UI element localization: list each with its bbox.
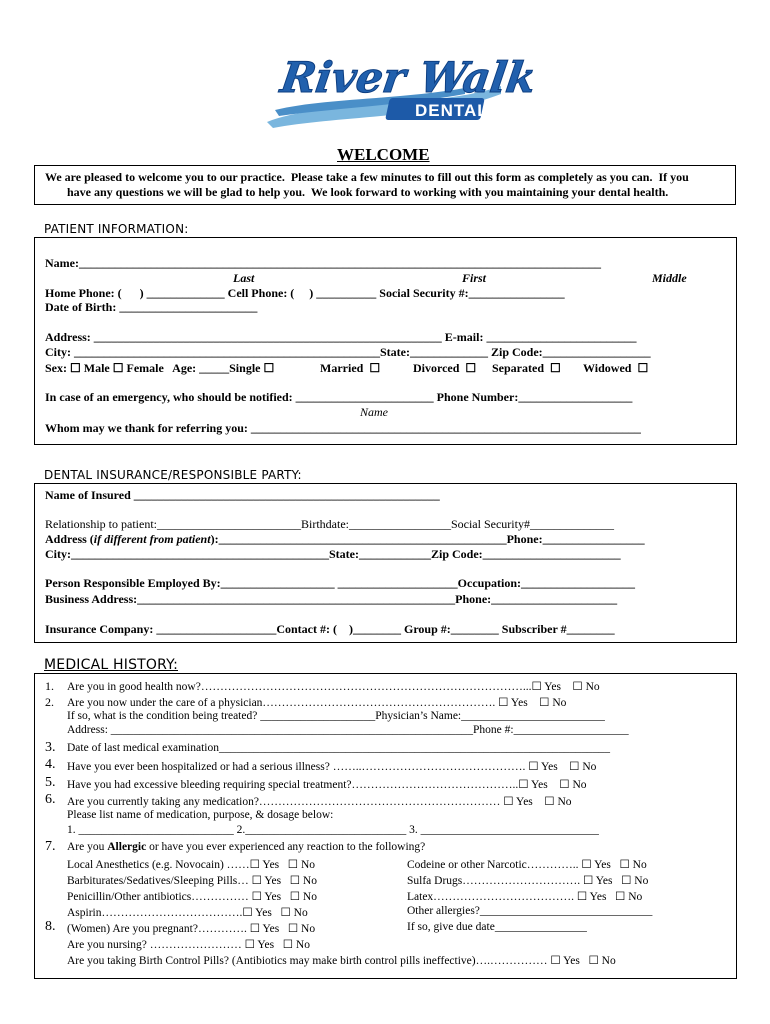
address-line[interactable]: Address: __________________________________________________________ E-mail: _________________________ — [45, 330, 637, 344]
name-sub-middle: Middle — [652, 271, 687, 285]
intro-line-2: have any questions we will be glad to help you. We look forward to working with you maintaining your dental health. — [67, 185, 669, 199]
river-walk-dental-logo — [265, 50, 540, 130]
separated-checkbox[interactable]: Separated ☐ — [492, 361, 561, 375]
q7-post: or have you ever experienced any reaction to the following? — [146, 841, 426, 853]
ins-address-pre: Address ( — [45, 532, 94, 546]
q2-condition[interactable]: If so, what is the condition being treated? ____________________Physician’s Name:_________________________ — [67, 710, 605, 722]
intro-line-1: We are pleased to welcome you to our practice. Please take a few minutes to fill out this form as completely as you can. If you — [45, 170, 689, 184]
ins-address-post: ):________________________________________________Phone:_________________ — [210, 532, 645, 546]
divorced-checkbox[interactable]: Divorced ☐ — [413, 361, 477, 375]
q5-number: 5. — [45, 775, 56, 790]
q4-number: 4. — [45, 757, 56, 772]
q2-number: 2. — [45, 695, 54, 709]
q8-number: 8. — [45, 919, 56, 934]
widowed-checkbox[interactable]: Widowed ☐ — [583, 361, 649, 375]
insurance-box — [34, 483, 737, 643]
q8-nursing[interactable]: Are you nursing? …………………… ☐ Yes ☐ No — [67, 939, 310, 951]
q5-text[interactable]: Have you had excessive bleeding requiring special treatment?……………………………………..☐ Yes ☐ No — [67, 779, 587, 791]
q2-text[interactable]: Are you now under the care of a physician……………………………………………………. ☐ Yes ☐ No — [67, 697, 567, 709]
medical-heading: MEDICAL HISTORY: — [44, 657, 178, 673]
q6-medication-lines[interactable]: 1. ___________________________ 2.____________________________ 3. _______________________________ — [67, 824, 599, 836]
q6-number: 6. — [45, 792, 56, 807]
sex-age-single[interactable]: Sex: ☐ Male ☐ Female Age: _____Single ☐ — [45, 361, 275, 375]
q6-text[interactable]: Are you currently taking any medication?……………………………………………………… ☐ Yes ☐ No — [67, 796, 572, 808]
relationship-line[interactable]: Relationship to patient:________________________Birthdate:_________________Social Security#______________ — [45, 517, 614, 531]
company-line[interactable]: Insurance Company: ____________________Contact #: ( )________ Group #:________ Subscriber #________ — [45, 622, 615, 636]
name-sub-last: Last — [233, 271, 255, 285]
page-title: WELCOME — [337, 145, 430, 164]
q8-due-date[interactable]: If so, give due date________________ — [407, 921, 587, 933]
allergy-aspirin[interactable]: Aspirin……………………………….☐ Yes ☐ No — [67, 907, 308, 919]
patient-heading: PATIENT INFORMATION: — [44, 222, 189, 236]
ins-address-line[interactable] — [45, 532, 645, 547]
phones-line[interactable]: Home Phone: ( ) _____________ Cell Phone: ( ) __________ Social Security #:________________ — [45, 286, 565, 300]
q7-number: 7. — [45, 839, 56, 854]
q3-text[interactable]: Date of last medical examination____________________________________________________________________ — [67, 742, 610, 754]
insured-field[interactable]: Name of Insured ___________________________________________________ — [45, 488, 440, 502]
q4-text[interactable]: Have you ever been hospitalized or had a serious illness? ……..……………………………………. ☐ Yes ☐ No — [67, 761, 597, 773]
business-line[interactable]: Business Address:_____________________________________________________Phone:_____________________ — [45, 592, 618, 606]
q7-pre: Are you — [67, 841, 108, 853]
q3-number: 3. — [45, 740, 56, 755]
q1-number: 1. — [45, 679, 54, 693]
allergy-penicillin[interactable]: Penicillin/Other antibiotics…………… ☐ Yes ☐ No — [67, 891, 317, 903]
q7-text — [67, 841, 425, 853]
insurance-heading: DENTAL INSURANCE/RESPONSIBLE PARTY: — [44, 468, 302, 482]
logo-dental-text: DENTAL — [415, 101, 489, 120]
allergy-other[interactable]: Other allergies?______________________________ — [407, 905, 653, 917]
allergy-barbiturates[interactable]: Barbiturates/Sedatives/Sleeping Pills… ☐ Yes ☐ No — [67, 875, 317, 887]
allergy-local-anesthetics[interactable]: Local Anesthetics (e.g. Novocain) ……☐ Yes ☐ No — [67, 859, 316, 871]
logo-script-text: River Walk — [277, 52, 540, 102]
q7-allergic: Allergic — [107, 841, 147, 853]
emergency-sub-name: Name — [360, 405, 388, 419]
ins-address-italic: if different from patient — [93, 532, 211, 546]
emergency-line[interactable]: In case of an emergency, who should be notified: _______________________ Phone Number:___________________ — [45, 390, 633, 404]
allergy-codeine[interactable]: Codeine or other Narcotic………….. ☐ Yes ☐ No — [407, 859, 647, 871]
q2-address[interactable]: Address: _______________________________________________________________Phone #:____________________ — [67, 724, 629, 736]
name-sub-first: First — [462, 271, 487, 285]
referral-line[interactable]: Whom may we thank for referring you: _________________________________________________________________ — [45, 421, 641, 435]
logo — [265, 50, 540, 130]
employer-line[interactable]: Person Responsible Employed By:___________________ ____________________Occupation:___________________ — [45, 576, 636, 590]
ins-city-line[interactable]: City:___________________________________________State:____________Zip Code:_______________________ — [45, 547, 621, 561]
city-line[interactable]: City: ___________________________________________________State:_____________ Zip Code:__________________ — [45, 345, 651, 359]
name-field[interactable]: Name:_______________________________________________________________________________________ — [45, 256, 601, 270]
q6-instructions: Please list name of medication, purpose, & dosage below: — [67, 809, 334, 821]
married-checkbox[interactable]: Married ☐ — [320, 361, 381, 375]
allergy-latex[interactable]: Latex………………………………. ☐ Yes ☐ No — [407, 891, 643, 903]
q8-pregnant[interactable]: (Women) Are you pregnant?…………. ☐ Yes ☐ No — [67, 923, 316, 935]
q8-birth-control[interactable]: Are you taking Birth Control Pills? (Antibiotics may make birth control pills ineffective)….…………… ☐ Yes ☐ No — [67, 955, 616, 967]
dob-field[interactable]: Date of Birth: _______________________ — [45, 300, 258, 314]
allergy-sulfa[interactable]: Sulfa Drugs…………………………. ☐ Yes ☐ No — [407, 875, 649, 887]
q1-text[interactable]: Are you in good health now?…………………………………………………………………………...☐ Yes ☐ No — [67, 681, 600, 693]
